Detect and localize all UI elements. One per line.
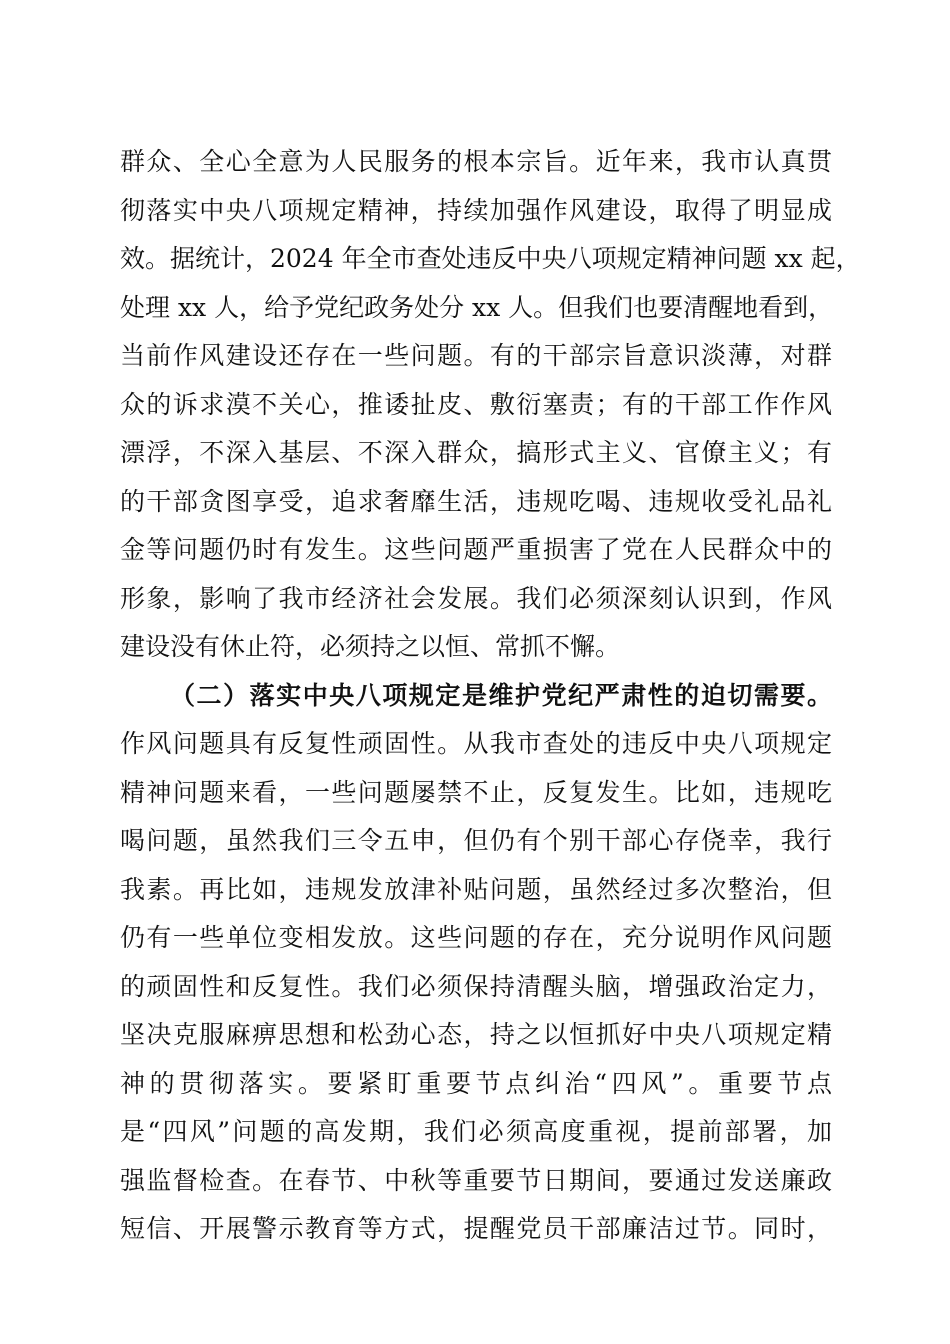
paragraph-2-line-2: 精神问题来看，一些问题屡禁不止，反复发生。比如，违规吃 — [120, 778, 832, 807]
paragraph-1-line-6: 众的诉求漠不关心，推诿扯皮、敷衍塞责；有的干部工作作风 — [120, 390, 832, 419]
paragraph-2-line-8: 神的贯彻落实。要紧盯重要节点纠治“四风”。重要节点 — [120, 1069, 832, 1098]
paragraph-1-line-7: 漂浮，不深入基层、不深入群众，搞形式主义、官僚主义；有 — [120, 438, 832, 467]
paragraph-2-line-1: 作风问题具有反复性顽固性。从我市查处的违反中央八项规定 — [120, 729, 832, 758]
paragraph-2-line-11: 短信、开展警示教育等方式，提醒党员干部廉洁过节。同时， — [120, 1214, 832, 1243]
paragraph-1-line-10: 形象，影响了我市经济社会发展。我们必须深刻认识到，作风 — [120, 584, 832, 613]
paragraph-2-line-7: 坚决克服麻痹思想和松劲心态，持之以恒抓好中央八项规定精 — [120, 1020, 832, 1049]
paragraph-1-line-9: 金等问题仍时有发生。这些问题严重损害了党在人民群众中的 — [120, 535, 832, 564]
paragraph-2-line-10: 强监督检查。在春节、中秋等重要节日期间，要通过发送廉政 — [120, 1166, 832, 1195]
section-heading: （二）落实中央八项规定是维护党纪严肃性的迫切需要。 — [170, 681, 832, 710]
paragraph-2-line-4: 我素。再比如，违规发放津补贴问题，虽然经过多次整治，但 — [120, 875, 832, 904]
paragraph-2-line-5: 仍有一些单位变相发放。这些问题的存在，充分说明作风问题 — [120, 923, 832, 952]
paragraph-1-line-5: 当前作风建设还存在一些问题。有的干部宗旨意识淡薄，对群 — [120, 341, 832, 370]
paragraph-1-line-3: 效。据统计，2024 年全市查处违反中央八项规定精神问题 xx 起， — [120, 244, 861, 273]
paragraph-1-line-8: 的干部贪图享受，追求奢靡生活，违规吃喝、违规收受礼品礼 — [120, 487, 832, 516]
paragraph-2-line-9: 是“四风”问题的高发期，我们必须高度重视，提前部署，加 — [120, 1117, 832, 1146]
paragraph-2-line-3: 喝问题，虽然我们三令五申，但仍有个别干部心存侥幸，我行 — [120, 826, 832, 855]
paragraph-1-line-2: 彻落实中央八项规定精神，持续加强作风建设，取得了明显成 — [120, 196, 832, 225]
paragraph-1-line-4: 处理 xx 人，给予党纪政务处分 xx 人。但我们也要清醒地看到， — [120, 293, 834, 322]
paragraph-2-line-6: 的顽固性和反复性。我们必须保持清醒头脑，增强政治定力， — [120, 972, 832, 1001]
paragraph-1-line-11: 建设没有休止符，必须持之以恒、常抓不懈。 — [120, 632, 621, 661]
paragraph-1-line-1: 群众、全心全意为人民服务的根本宗旨。近年来，我市认真贯 — [120, 147, 832, 176]
